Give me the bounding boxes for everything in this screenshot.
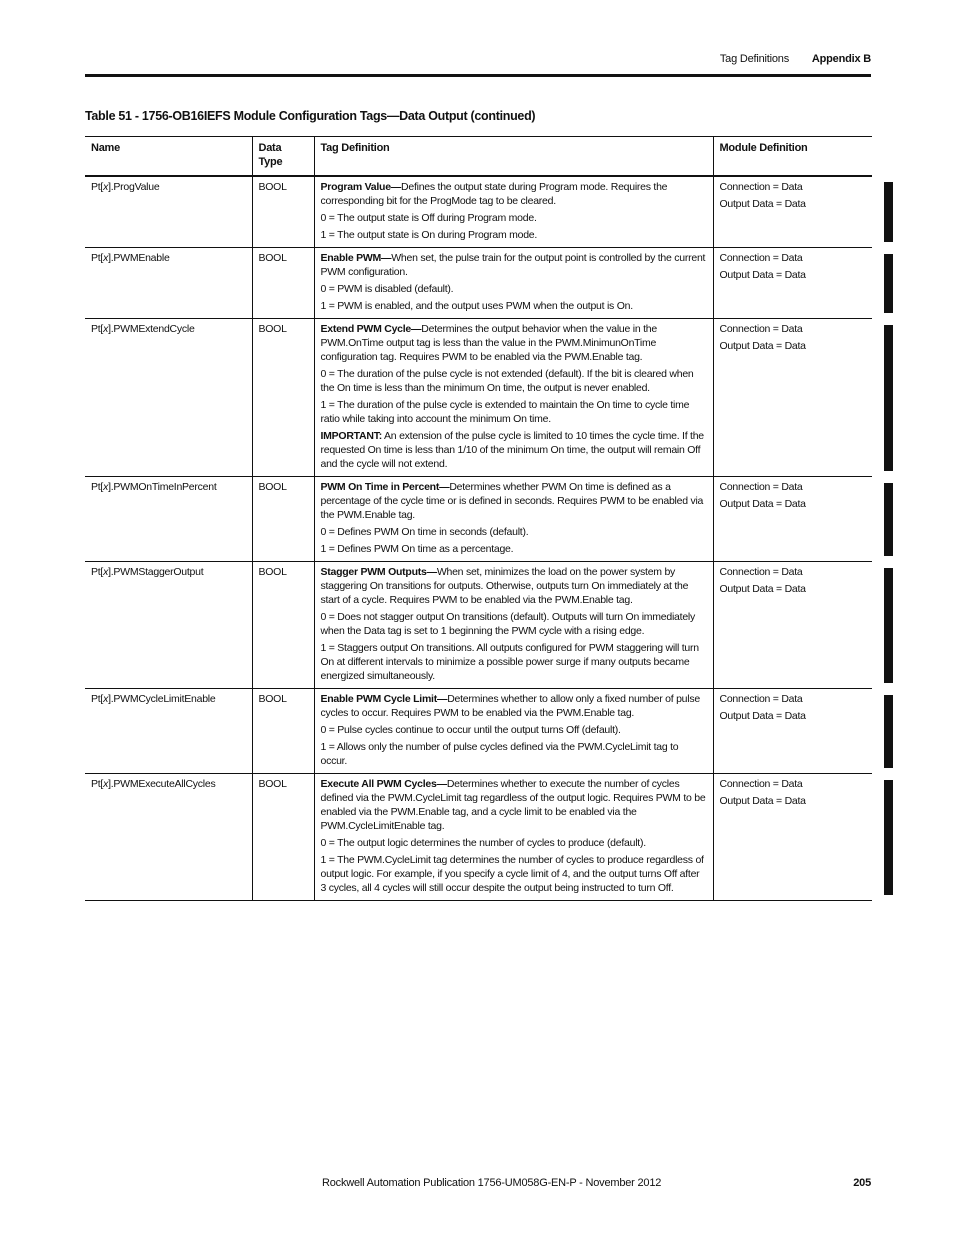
tag-definition-title: Program Value— xyxy=(320,181,402,193)
tag-name-index: x xyxy=(103,181,109,193)
tag-name-prefix: Pt[ xyxy=(91,778,104,790)
cell-data-type: BOOL xyxy=(252,248,314,319)
cell-module-definition xyxy=(713,774,872,901)
table-row xyxy=(85,176,872,248)
cell-tag-name xyxy=(85,774,252,901)
tag-definition-lead xyxy=(321,480,707,522)
tag-definition-text: Determines the output behavior when the value in the PWM.OnTime output tag is less than the value in the PWM.MinimunOnTime configuration tag. Requires PWM to be enabled via the PWM.Enable tag. xyxy=(320,323,657,363)
cell-tag-definition xyxy=(314,248,713,319)
table-row xyxy=(85,248,872,319)
tag-name-suffix: ].ProgValue xyxy=(108,181,160,193)
tag-definition-value: 1 = PWM is enabled, and the output uses PWM when the output is On. xyxy=(320,300,633,312)
tag-definition-value: 1 = The PWM.CycleLimit tag determines the number of cycles to produce regardless of output logic. For example, if you specify a cycle limit of 4, and the output turns Off after 3 cycles, all 4 cycles will still occur despite the output being instructed to turn Off. xyxy=(320,854,704,894)
page-header xyxy=(720,53,871,65)
tag-name-prefix: Pt[ xyxy=(91,481,104,493)
tag-definition-title: PWM On Time in Percent— xyxy=(320,481,450,493)
column-header-name: Name xyxy=(85,137,252,177)
cell-tag-name xyxy=(85,562,252,689)
cell-tag-definition xyxy=(314,774,713,901)
tag-definition-lead xyxy=(321,692,707,720)
module-definition-line: Connection = Data xyxy=(719,323,803,335)
tag-definition-text: Determines whether to allow only a fixed number of pulse cycles to occur. Requires PWM to be enabled via the PWM.Enable tag. xyxy=(320,693,700,719)
tag-definition-value: 0 = Pulse cycles continue to occur until the output turns Off (default). xyxy=(320,724,621,736)
module-definition-line: Output Data = Data xyxy=(719,198,806,210)
module-definition-line: Output Data = Data xyxy=(719,583,806,595)
note-text: An extension of the pulse cycle is limited to 10 times the cycle time. If the requested On time is less than 1/10 of the minimum On time, the output will remain Off and the cycle will not extend. xyxy=(320,430,704,470)
cell-tag-definition xyxy=(314,562,713,689)
table-row xyxy=(85,689,872,774)
tag-definition-lead xyxy=(321,322,707,364)
cell-module-definition xyxy=(713,319,872,477)
tag-definition-value: 1 = Staggers output On transitions. All outputs configured for PWM staggering will turn On at different intervals to minimize a possible power surge if many outputs became energized simultaneously. xyxy=(320,642,699,682)
cell-tag-name xyxy=(85,477,252,562)
table-row xyxy=(85,477,872,562)
table-row xyxy=(85,562,872,689)
tag-name-prefix: Pt[ xyxy=(91,323,104,335)
cell-data-type: BOOL xyxy=(252,176,314,248)
cell-module-definition xyxy=(713,477,872,562)
table-row xyxy=(85,774,872,901)
tag-definition-title: Enable PWM Cycle Limit— xyxy=(320,693,448,705)
cell-tag-name xyxy=(85,319,252,477)
tag-definition-value: 0 = The output logic determines the number of cycles to produce (default). xyxy=(320,837,646,849)
module-definition-line: Connection = Data xyxy=(719,693,803,705)
cell-tag-definition xyxy=(314,689,713,774)
tag-name-suffix: ].PWMEnable xyxy=(108,252,170,264)
cell-data-type: BOOL xyxy=(252,319,314,477)
cell-tag-definition xyxy=(314,477,713,562)
tag-name-suffix: ].PWMStaggerOutput xyxy=(108,566,204,578)
column-header-data-type: Data Type xyxy=(252,137,314,177)
table-header-row xyxy=(85,137,872,177)
tag-table xyxy=(85,136,872,901)
section-edge-tab xyxy=(884,483,893,556)
tag-name-suffix: ].PWMOnTimeInPercent xyxy=(108,481,217,493)
note-label: IMPORTANT: xyxy=(320,430,382,442)
tag-name-suffix: ].PWMCycleLimitEnable xyxy=(108,693,216,705)
tag-definition-note xyxy=(321,429,707,471)
page-number: 205 xyxy=(853,1177,871,1189)
column-header-module-definition: Module Definition xyxy=(713,137,872,177)
tag-name-prefix: Pt[ xyxy=(91,181,104,193)
tag-definition-text: When set, the pulse train for the output point is controlled by the current PWM configuration. xyxy=(320,252,706,278)
section-edge-tab xyxy=(884,182,893,242)
module-definition-line: Connection = Data xyxy=(719,252,803,264)
tag-definition-value: 0 = The output state is Off during Program mode. xyxy=(320,212,537,224)
section-edge-tab xyxy=(884,568,893,683)
module-definition-line: Output Data = Data xyxy=(719,498,806,510)
cell-data-type: BOOL xyxy=(252,774,314,901)
section-edge-tab xyxy=(884,325,893,471)
tag-name-suffix: ].PWMExtendCycle xyxy=(108,323,195,335)
cell-tag-definition xyxy=(314,176,713,248)
tag-definition-lead xyxy=(321,251,707,279)
tag-definition-value: 0 = Defines PWM On time in seconds (default). xyxy=(320,526,529,538)
header-section: Tag Definitions xyxy=(719,53,790,65)
tag-name-index: x xyxy=(103,693,109,705)
table-row xyxy=(85,319,872,477)
tag-name-prefix: Pt[ xyxy=(91,693,104,705)
section-edge-tab xyxy=(884,780,893,895)
module-definition-line: Connection = Data xyxy=(719,181,803,193)
cell-tag-name xyxy=(85,689,252,774)
cell-data-type: BOOL xyxy=(252,477,314,562)
tag-definition-value: 1 = Allows only the number of pulse cycles defined via the PWM.CycleLimit tag to occur. xyxy=(320,741,679,767)
module-definition-line: Connection = Data xyxy=(719,778,803,790)
tag-definition-value: 1 = The duration of the pulse cycle is extended to maintain the On time to cycle time ratio while taking into account the minimum On time. xyxy=(320,399,690,425)
tag-definition-value: 0 = PWM is disabled (default). xyxy=(320,283,454,295)
tag-name-suffix: ].PWMExecuteAllCycles xyxy=(108,778,216,790)
tag-definition-value: 1 = The output state is On during Program mode. xyxy=(320,229,538,241)
cell-module-definition xyxy=(713,176,872,248)
module-definition-line: Output Data = Data xyxy=(719,710,806,722)
tag-name-index: x xyxy=(103,778,109,790)
module-definition-line: Output Data = Data xyxy=(719,340,806,352)
cell-data-type: BOOL xyxy=(252,689,314,774)
section-edge-tabs xyxy=(884,0,893,1235)
cell-module-definition xyxy=(713,562,872,689)
tag-definition-value: 0 = The duration of the pulse cycle is not extended (default). If the bit is cleared when the On time is less than the minimum On time, the output is never enabled. xyxy=(320,368,694,394)
cell-tag-name xyxy=(85,248,252,319)
cell-tag-definition xyxy=(314,319,713,477)
tag-definition-lead xyxy=(321,777,707,833)
cell-tag-name xyxy=(85,176,252,248)
cell-module-definition xyxy=(713,689,872,774)
module-definition-line: Connection = Data xyxy=(719,481,803,493)
tag-name-index: x xyxy=(103,566,109,578)
tag-name-index: x xyxy=(103,252,109,264)
tag-name-prefix: Pt[ xyxy=(91,252,104,264)
module-definition-line: Output Data = Data xyxy=(719,269,806,281)
tag-name-index: x xyxy=(103,481,109,493)
tag-definition-text: When set, minimizes the load on the power system by staggering On transitions for outputs. Otherwise, outputs turn On immediately at the start of a cycle. Requires PWM to be enabled via the PWM.Enable tag. xyxy=(320,566,689,606)
tag-definition-value: 1 = Defines PWM On time as a percentage. xyxy=(320,543,514,555)
tag-name-prefix: Pt[ xyxy=(91,566,104,578)
column-header-tag-definition: Tag Definition xyxy=(314,137,713,177)
tag-name-index: x xyxy=(103,323,109,335)
cell-data-type: BOOL xyxy=(252,562,314,689)
module-definition-line: Output Data = Data xyxy=(719,795,806,807)
tag-definition-text: Determines whether to execute the number of cycles defined via the PWM.CycleLimit tag regardless of the output logic. Requires PWM to be enabled via the PWM.Enable tag, and a cycle limit to be enabled via the PWM.CycleLimitEnable tag. xyxy=(320,778,706,832)
section-edge-tab xyxy=(884,695,893,768)
tag-definition-lead xyxy=(321,565,707,607)
tag-definition-value: 0 = Does not stagger output On transitions (default). Outputs will turn On immediately when the Data tag is set to 1 beginning the PWM cycle with a rising edge. xyxy=(320,611,695,637)
header-appendix: Appendix B xyxy=(811,53,871,65)
module-definition-line: Connection = Data xyxy=(719,566,803,578)
tag-definition-text: Defines the output state during Program mode. Requires the corresponding bit for the ProgMode tag to be cleared. xyxy=(320,181,668,207)
tag-definition-text: Determines whether PWM On time is defined as a percentage of the cycle time or is defined in seconds. Requires PWM to be enabled via the PWM.Enable tag. xyxy=(320,481,704,521)
tag-definition-title: Execute All PWM Cycles— xyxy=(320,778,447,790)
tag-definition-title: Stagger PWM Outputs— xyxy=(320,566,437,578)
header-rule xyxy=(85,74,871,77)
tag-definition-lead xyxy=(321,180,707,208)
tag-definition-title: Enable PWM— xyxy=(320,252,392,264)
footer-publication: Rockwell Automation Publication 1756-UM058G-EN-P - November 2012 xyxy=(322,1177,662,1189)
table-caption: Table 51 - 1756-OB16IEFS Module Configuration Tags—Data Output (continued) xyxy=(85,109,536,123)
cell-module-definition xyxy=(713,248,872,319)
section-edge-tab xyxy=(884,254,893,313)
tag-definition-title: Extend PWM Cycle— xyxy=(320,323,422,335)
